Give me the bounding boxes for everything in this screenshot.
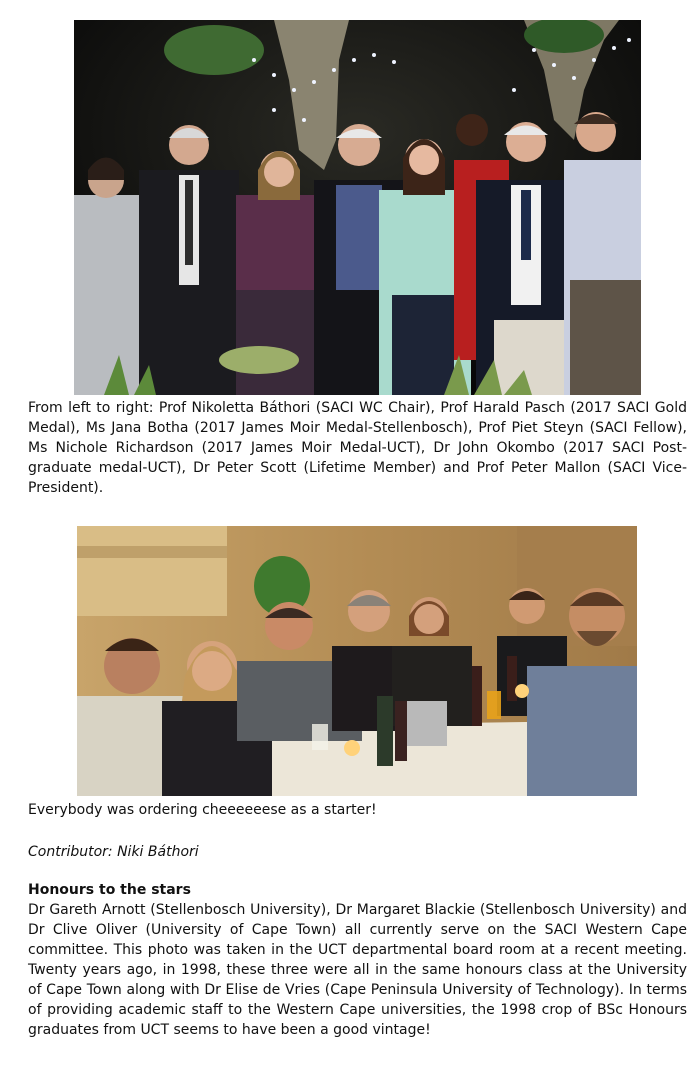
dinner-table-photo [77, 526, 637, 796]
group-photo-caption: From left to right: Prof Nikoletta Báthori (SACI WC Chair), Prof Harald Pasch (2017 SACI Gold Medal), Ms Jana Botha (2017 James Moir Medal-Stellenbosch), Prof Piet Steyn (SACI Fellow), Ms Nichole Richardson (2017 James Moir Medal-UCT), Dr John Okombo (2017 SACI Post-graduate medal-UCT), Dr Peter Scott (Lifetime Member) and Prof Peter Mallon (SACI Vice-President). [28, 400, 687, 496]
section-title: Honours to the stars [28, 882, 191, 898]
contributor-credit: Contributor: Niki Báthori [28, 844, 199, 860]
award-group-photo [74, 20, 641, 395]
dinner-photo-caption: Everybody was ordering cheeeeeese as a starter! [28, 802, 377, 818]
section-body: Dr Gareth Arnott (Stellenbosch University), Dr Margaret Blackie (Stellenbosch University) and Dr Clive Oliver (University of Cape Town) all currently serve on the SACI Western Cape committee. This photo was taken in the UCT departmental board room at a recent meeting. Twenty years ago, in 1998, these three were all in the same honours class at the University of Cape Town along with Dr Elise de Vries (Cape Peninsula University of Technology). In terms of providing academic staff to the Western Cape universities, the 1998 crop of BSc Honours graduates from UCT seems to have been a good vintage! [28, 902, 687, 1038]
